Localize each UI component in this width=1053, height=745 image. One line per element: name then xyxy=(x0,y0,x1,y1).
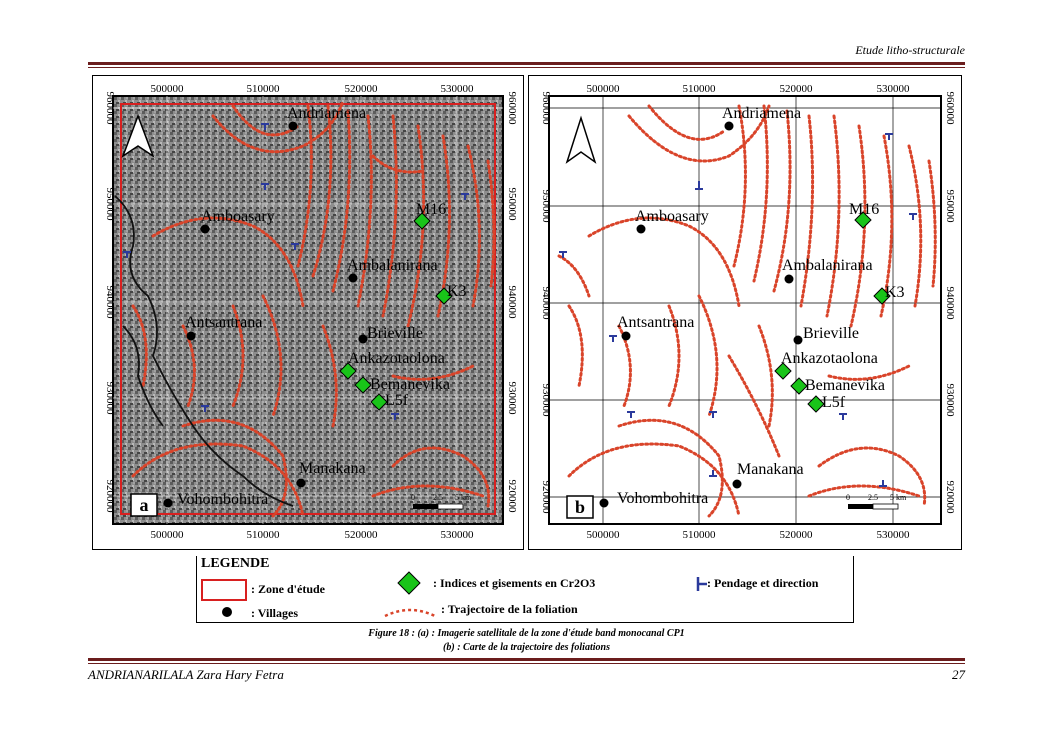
tick-y-950000-left-b: 950000 xyxy=(540,189,552,223)
tick-y-950000-right-a: 950000 xyxy=(506,187,518,221)
tick-y-940000-right-a: 940000 xyxy=(506,285,518,319)
tick-x-530000-bottom-a: 530000 xyxy=(440,529,474,541)
tick-y-960000-right-a: 960000 xyxy=(506,91,518,125)
tick-x-510000-top-b: 510000 xyxy=(682,83,716,95)
village-label-brieville-b: Brieville xyxy=(803,325,859,342)
tick-x-500000-top-b: 500000 xyxy=(586,83,620,95)
index-label-m16-b: M16 xyxy=(849,201,880,218)
scale-mid-b: 2.5 xyxy=(868,493,878,502)
tick-y-920000-left-a: 920000 xyxy=(104,479,116,513)
tick-y-920000-right-b: 920000 xyxy=(944,480,956,514)
tick-y-930000-left-a: 930000 xyxy=(104,381,116,415)
tick-x-500000-bottom-a: 500000 xyxy=(150,529,184,541)
tick-x-530000-top-b: 530000 xyxy=(876,83,910,95)
satellite-map xyxy=(93,76,523,549)
village-label-vohombohitra-a: Vohombohitra xyxy=(177,491,269,508)
foliation-trajectory-icon xyxy=(383,604,437,618)
village-label-andriamena-a: Andriamena xyxy=(287,105,367,122)
village-label-brieville-a: Brieville xyxy=(367,325,423,342)
index-label-l5f-b: L5f xyxy=(822,394,846,411)
scale-mid-a: 2.5 xyxy=(433,493,443,502)
tick-y-940000-left-a: 940000 xyxy=(104,285,116,319)
tick-x-520000-top-a: 520000 xyxy=(344,83,378,95)
tick-y-960000-left-a: 960000 xyxy=(104,91,116,125)
foliation-map xyxy=(529,76,961,549)
village-dot-icon xyxy=(221,606,233,618)
tick-x-530000-top-a: 530000 xyxy=(440,83,474,95)
tick-y-940000-right-b: 940000 xyxy=(944,286,956,320)
village-label-manakana-b: Manakana xyxy=(737,461,804,478)
page-number: 27 xyxy=(952,667,965,682)
scale-end-b: 5 km xyxy=(890,493,907,502)
tick-x-530000-bottom-b: 530000 xyxy=(876,529,910,541)
figure-caption-line1: Figure 18 : (a) : Imagerie satellitale de la zone d'étude band monocanal CP1 xyxy=(368,628,685,639)
tick-x-510000-bottom-a: 510000 xyxy=(246,529,280,541)
tick-x-520000-bottom-a: 520000 xyxy=(344,529,378,541)
index-diamond-icon xyxy=(397,571,421,595)
map-panel-b xyxy=(528,75,962,550)
footer-rule xyxy=(88,658,965,661)
index-label-bemanevika-b: Bemanevika xyxy=(805,377,885,394)
tick-x-510000-top-a: 510000 xyxy=(246,83,280,95)
scale-zero-b: 0 xyxy=(846,493,850,502)
village-label-manakana-a: Manakana xyxy=(299,460,366,477)
village-label-antsantrana-a: Antsantrana xyxy=(185,314,263,331)
legend-villages-label: : Villages xyxy=(251,606,298,620)
tick-x-520000-bottom-b: 520000 xyxy=(779,529,813,541)
panel-label-a: a xyxy=(139,495,149,515)
index-label-l5f-a: L5f xyxy=(385,392,409,409)
legend-foliation-label: : Trajectoire de la foliation xyxy=(441,602,578,616)
tick-x-520000-top-b: 520000 xyxy=(779,83,813,95)
tick-y-930000-right-a: 930000 xyxy=(506,381,518,415)
legend-zone-label: : Zone d'étude xyxy=(251,582,326,596)
figure-caption-line2: (b) : Carte de la trajectoire des foliations xyxy=(443,642,610,653)
index-label-m16-a: M16 xyxy=(416,201,447,218)
village-label-amboasary-b: Amboasary xyxy=(635,208,709,225)
village-label-ambalanirana-b: Ambalanirana xyxy=(782,257,873,274)
village-label-amboasary-a: Amboasary xyxy=(201,208,275,225)
tick-y-960000-left-b: 960000 xyxy=(540,91,552,125)
tick-x-500000-bottom-b: 500000 xyxy=(586,529,620,541)
tick-y-960000-right-b: 960000 xyxy=(944,91,956,125)
tick-x-500000-top-a: 500000 xyxy=(150,83,184,95)
zone-swatch xyxy=(201,579,247,601)
index-label-ankazotaolona-a: Ankazotaolona xyxy=(348,350,445,367)
tick-y-950000-left-a: 950000 xyxy=(104,187,116,221)
tick-y-930000-left-b: 930000 xyxy=(540,383,552,417)
scale-zero-a: 0 xyxy=(411,493,415,502)
tick-x-510000-bottom-b: 510000 xyxy=(682,529,716,541)
village-label-ambalanirana-a: Ambalanirana xyxy=(347,257,438,274)
tick-y-920000-left-b: 920000 xyxy=(540,480,552,514)
tick-y-950000-right-b: 950000 xyxy=(944,189,956,223)
index-label-bemanevika-a: Bemanevika xyxy=(370,376,450,393)
village-label-vohombohitra-b: Vohombohitra xyxy=(617,490,709,507)
header-rule xyxy=(88,62,965,65)
footer-author: ANDRIANARILALA Zara Hary Fetra xyxy=(88,667,284,682)
map-legend xyxy=(196,556,854,623)
legend-indices-label: : Indices et gisements en Cr2O3 xyxy=(433,576,596,590)
tick-y-930000-right-b: 930000 xyxy=(944,383,956,417)
tick-y-920000-right-a: 920000 xyxy=(506,479,518,513)
index-label-k3-b: K3 xyxy=(885,284,905,301)
index-label-ankazotaolona-b: Ankazotaolona xyxy=(781,350,878,367)
legend-pendage-label: : Pendage et direction xyxy=(707,576,819,590)
panel-label-b: b xyxy=(574,497,586,517)
tick-y-940000-left-b: 940000 xyxy=(540,286,552,320)
running-header: Etude litho-structurale xyxy=(855,43,965,57)
scale-end-a: 5 km xyxy=(455,493,472,502)
village-label-andriamena-b: Andriamena xyxy=(722,105,802,122)
village-label-antsantrana-b: Antsantrana xyxy=(617,314,695,331)
index-label-k3-a: K3 xyxy=(447,283,467,300)
footer-rule-thin xyxy=(88,663,965,664)
header-rule-thin xyxy=(88,67,965,68)
map-panel-a xyxy=(92,75,524,550)
legend-title: LEGENDE xyxy=(201,556,270,571)
